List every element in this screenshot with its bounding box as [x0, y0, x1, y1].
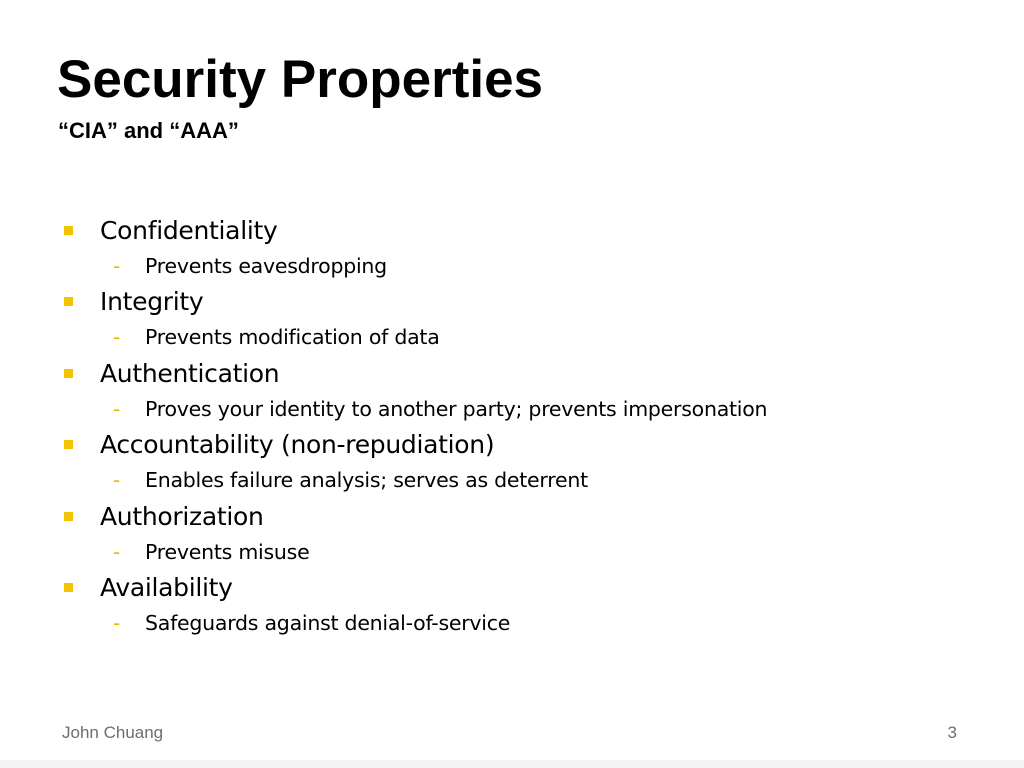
bullet-detail: Prevents eavesdropping — [145, 254, 387, 278]
list-item — [0, 570, 1024, 641]
level2-bullet — [0, 394, 1024, 424]
level1-bullet — [0, 356, 1024, 394]
bullet-detail: Proves your identity to another party; prevents impersonation — [145, 396, 768, 421]
square-bullet-icon — [64, 512, 73, 521]
dash-bullet-icon: - — [113, 325, 121, 350]
square-bullet-icon — [64, 297, 73, 306]
level2-bullet — [0, 465, 1024, 495]
dash-bullet-icon: - — [113, 396, 121, 421]
square-bullet-icon — [64, 440, 73, 449]
bullet-label: Accountability (non-repudiation) — [100, 430, 495, 460]
square-bullet-icon — [64, 226, 73, 235]
level1-bullet — [0, 284, 1024, 322]
level2-bullet — [0, 322, 1024, 352]
bullet-label: Integrity — [100, 287, 204, 317]
bullet-list — [0, 213, 1024, 641]
bullet-label: Authorization — [100, 501, 264, 531]
bullet-detail: Safeguards against denial-of-service — [145, 610, 511, 635]
level2-bullet — [0, 608, 1024, 638]
bullet-label: Authentication — [100, 358, 280, 388]
level1-bullet — [0, 570, 1024, 608]
list-item — [0, 356, 1024, 427]
bullet-label: Availability — [100, 572, 233, 602]
bullet-label: Confidentiality — [100, 216, 278, 245]
dash-bullet-icon: - — [113, 468, 121, 493]
bottom-divider — [0, 760, 1024, 768]
level1-bullet — [0, 427, 1024, 465]
list-item — [0, 427, 1024, 498]
bullet-detail: Enables failure analysis; serves as deterrent — [145, 468, 588, 493]
level2-bullet — [0, 537, 1024, 567]
level1-bullet — [0, 499, 1024, 537]
slide-subtitle: “CIA” and “AAA” — [58, 118, 239, 143]
list-item — [0, 284, 1024, 355]
dash-bullet-icon: - — [113, 610, 121, 635]
square-bullet-icon — [64, 583, 73, 592]
dash-bullet-icon: - — [113, 539, 121, 564]
level1-bullet — [0, 213, 1024, 251]
slide-title: Security Properties — [57, 50, 544, 109]
list-item — [0, 499, 1024, 570]
square-bullet-icon — [64, 369, 73, 378]
bullet-detail: Prevents misuse — [145, 539, 310, 564]
footer-author: John Chuang — [62, 723, 164, 742]
dash-bullet-icon: - — [113, 254, 121, 278]
level2-bullet — [0, 251, 1024, 281]
bullet-detail: Prevents modification of data — [145, 325, 440, 350]
page-number: 3 — [947, 723, 957, 742]
list-item — [0, 213, 1024, 284]
